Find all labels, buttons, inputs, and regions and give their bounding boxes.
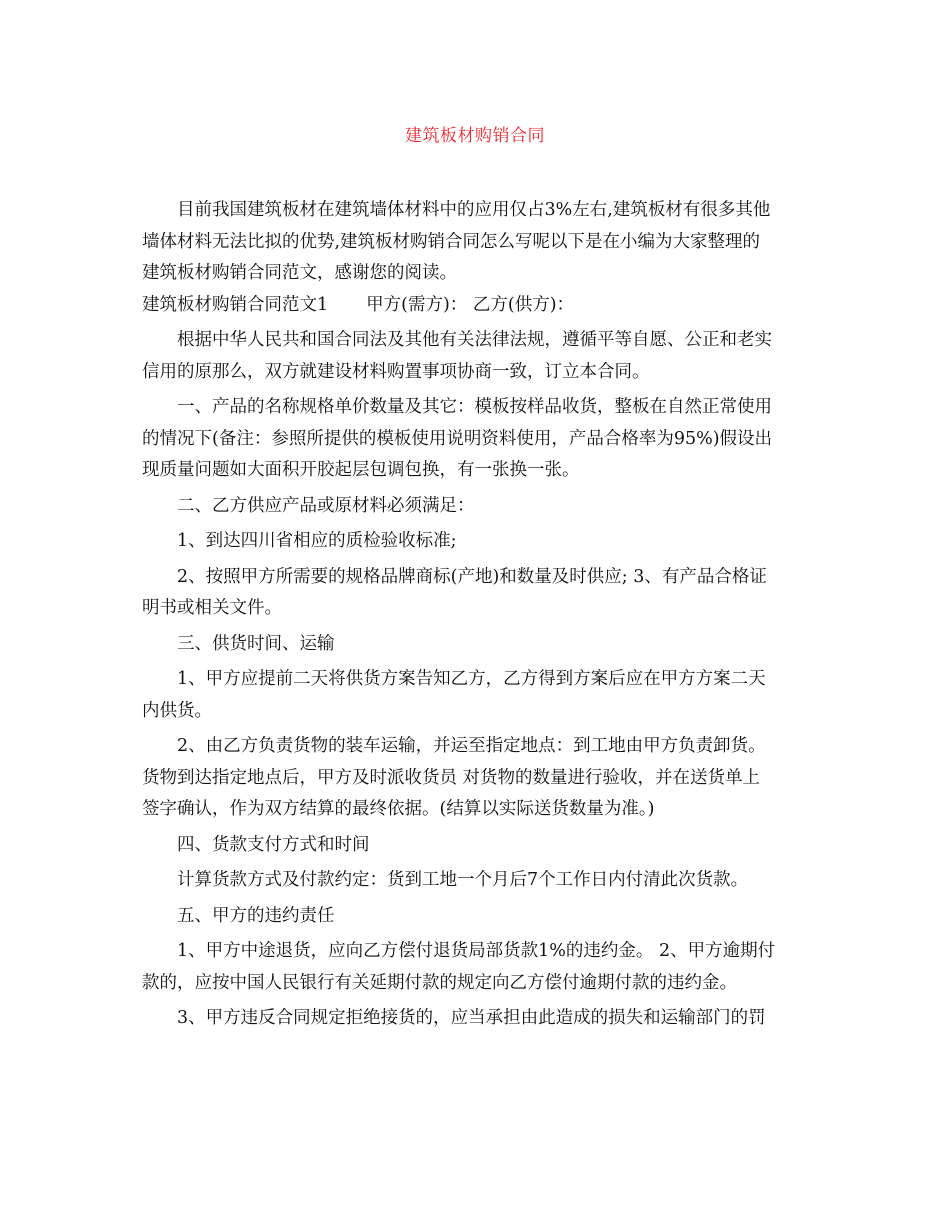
sample-title: 建筑板材购销合同范文1 bbox=[142, 294, 329, 315]
preamble-line-2: 信用的原那么，双方就建设材料购置事项协商一致，订立本合同。 bbox=[142, 361, 650, 382]
clause-5-item-1-line-2: 款的，应按中国人民银行有关延期付款的规定向乙方偿付逾期付款的违约金。 bbox=[142, 972, 737, 993]
clause-3-item-2-line-3: 签字确认，作为双方结算的最终依据。(结算以实际送货数量为准。) bbox=[142, 799, 655, 819]
clause-5-item-3-line-1: 3、甲方违反合同规定拒绝接货的，应当承担由此造成的损失和运输部门的罚 bbox=[177, 1008, 766, 1028]
party-b-label: 乙方(供方)： bbox=[472, 294, 575, 315]
clause-5-heading: 五、甲方的违约责任 bbox=[177, 905, 335, 926]
clause-5-item-1-line-1: 1、甲方中途退货，应向乙方偿付退货局部货款1%的违约金。 2、甲方逾期付 bbox=[177, 941, 776, 961]
intro-line-1: 目前我国建筑板材在建筑墙体材料中的应用仅占3%左右,建筑板材有很多其他 bbox=[177, 200, 771, 220]
clause-3-item-1-line-1: 1、甲方应提前二天将供货方案告知乙方，乙方得到方案后应在甲方方案二天 bbox=[177, 669, 766, 689]
clause-1-line-3: 现质量问题如大面积开胶起层包调包换，有一张换一张。 bbox=[142, 460, 580, 480]
clause-2-heading: 二、乙方供应产品或原材料必须满足： bbox=[177, 495, 475, 516]
clause-3-item-1-line-2: 内供货。 bbox=[142, 700, 212, 721]
clause-1-line-2: 的情况下(备注：参照所提供的模板使用说明资料使用，产品合格率为95%)假设出 bbox=[142, 428, 773, 449]
preamble-line-1: 根据中华人民共和国合同法及其他有关法律法规，遵循平等自愿、公正和老实 bbox=[177, 330, 772, 350]
document-title: 建筑板材购销合同 bbox=[405, 126, 545, 146]
clause-2-item-2-line-2: 明书或相关文件。 bbox=[142, 598, 282, 618]
party-a-label: 甲方(需方)： bbox=[366, 294, 468, 315]
intro-line-2: 墙体材料无法比拟的优势,建筑板材购销合同怎么写呢以下是在小编为大家整理的 bbox=[142, 231, 761, 252]
clause-4-heading: 四、货款支付方式和时间 bbox=[177, 834, 370, 855]
clause-3-heading: 三、供货时间、运输 bbox=[177, 633, 335, 654]
clause-3-item-2-line-1: 2、由乙方负责货物的装车运输，并运至指定地点：到工地由甲方负责卸货。 bbox=[177, 736, 766, 756]
clause-1-line-1: 一、产品的名称规格单价数量及其它：模板按样品收货，整板在自然正常使用 bbox=[177, 397, 772, 417]
sample-heading-line bbox=[142, 290, 812, 322]
clause-3-item-2-line-2: 货物到达指定地点后，甲方及时派收货员 对货物的数量进行验收，并在送货单上 bbox=[142, 767, 761, 788]
clause-2-item-1: 1、到达四川省相应的质检验收标准; bbox=[177, 531, 457, 551]
clause-2-item-2-line-1: 2、按照甲方所需要的规格品牌商标(产地)和数量及时供应; 3、有产品合格证 bbox=[177, 566, 767, 587]
intro-line-3: 建筑板材购销合同范文，感谢您的阅读。 bbox=[142, 263, 457, 283]
clause-4-body: 计算货款方式及付款约定：货到工地一个月后7个工作日内付清此次货款。 bbox=[177, 870, 749, 890]
document-body bbox=[142, 195, 812, 1035]
